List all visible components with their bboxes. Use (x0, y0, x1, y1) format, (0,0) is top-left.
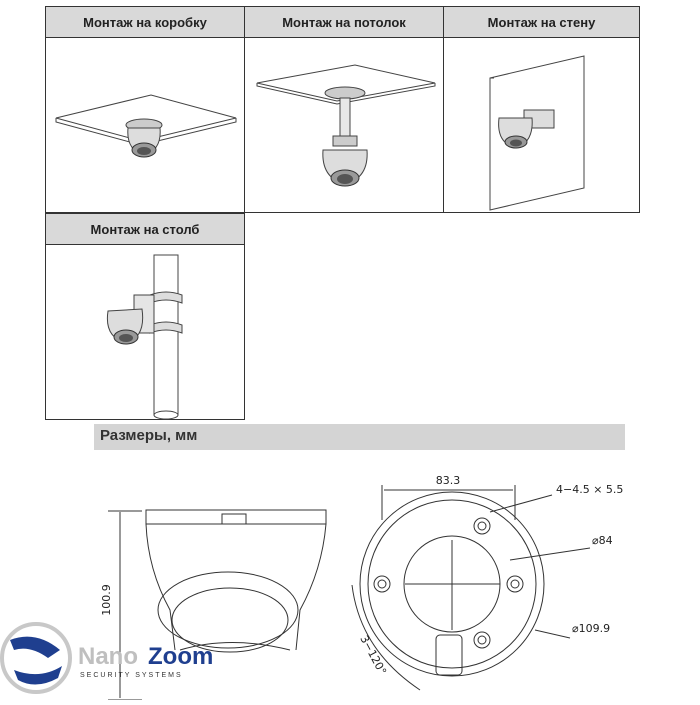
nanozoom-logo (0, 620, 240, 700)
bottom-view-drawing (352, 485, 590, 690)
angle-dimension: 3−120° (357, 633, 389, 678)
outer-diameter-dimension: ⌀109.9 (572, 622, 611, 635)
dimensions-header: Размеры, мм (100, 427, 198, 444)
mount-ceiling-panel (244, 6, 444, 213)
mount-wall-panel (443, 6, 640, 213)
mount-pole-panel (45, 213, 245, 420)
mount-box-illustration (46, 38, 244, 213)
nanozoom-logo-mark (0, 620, 240, 700)
mount-box-panel (45, 6, 245, 213)
height-dimension: 100.9 (100, 584, 113, 616)
logo-brand-part2: Zoom (148, 643, 214, 670)
logo-tagline: SECURITY SYSTEMS (80, 672, 183, 679)
dimensions-header-bar (94, 424, 625, 450)
mount-pole-illustration (46, 245, 244, 420)
inner-diameter-dimension: ⌀84 (592, 534, 613, 547)
mount-pole-title: Монтаж на столб (46, 214, 244, 245)
mount-ceiling-illustration (245, 38, 443, 213)
mount-wall-illustration (444, 38, 639, 213)
mount-box-title: Монтаж на коробку (46, 7, 244, 38)
width-dimension: 83.3 (435, 474, 461, 487)
logo-brand-part1: Nano (78, 643, 138, 670)
mount-wall-title: Монтаж на стену (444, 7, 639, 38)
mount-ceiling-title: Монтаж на потолок (245, 7, 443, 38)
holes-dimension: 4−4.5 × 5.5 (556, 483, 624, 496)
